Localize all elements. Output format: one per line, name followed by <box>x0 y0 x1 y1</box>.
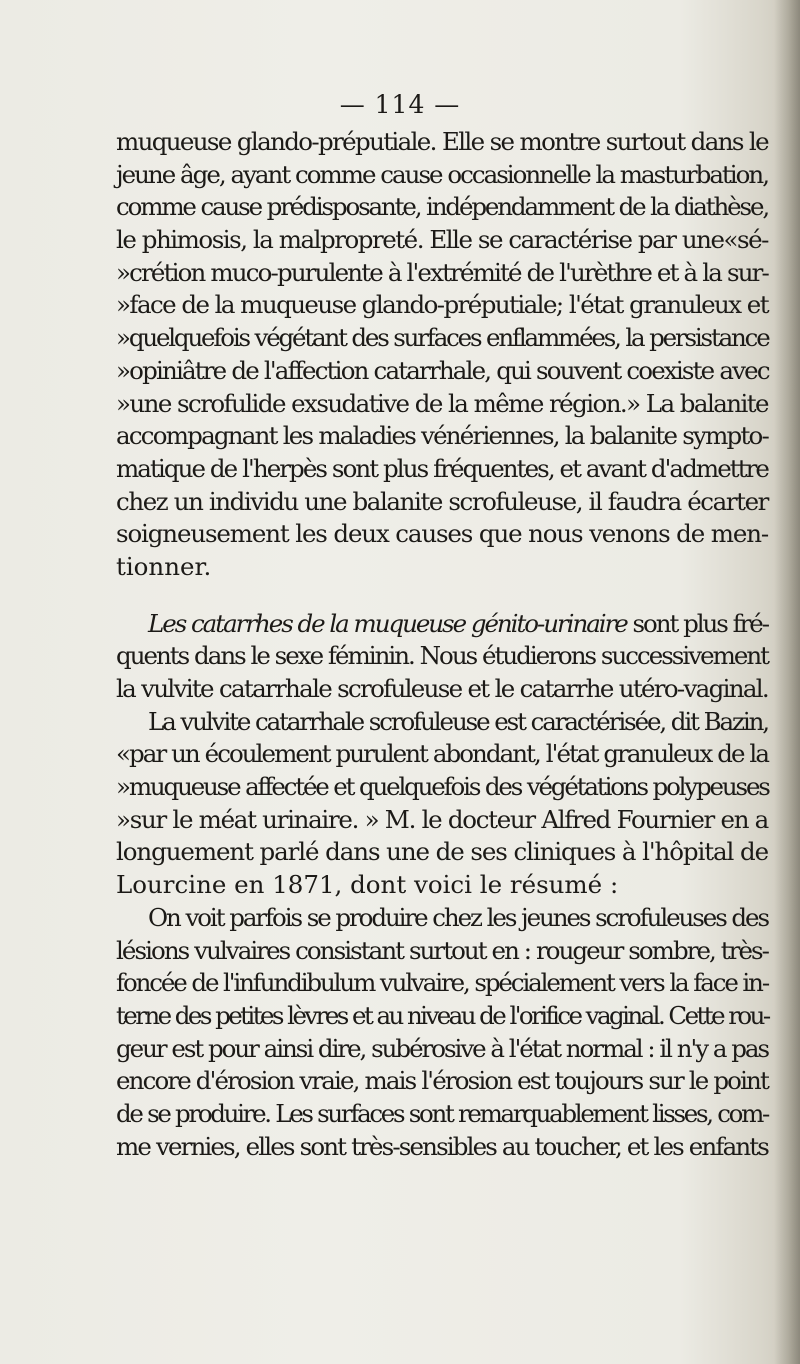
text-line: »face de la muqueuse glando-préputiale; l'état granuleux et <box>116 290 768 320</box>
text-line: encore d'érosion vraie, mais l'érosion est toujours sur le point <box>116 1066 768 1096</box>
paragraph-3 <box>116 706 768 902</box>
text-line: accompagnant les maladies vénériennes, la balanite sympto- <box>116 421 768 451</box>
italic-heading: Les catarrhes de la muqueuse génito-urinaire <box>148 608 627 638</box>
text-line: me vernies, elles sont très-sensibles au toucher, et les enfants <box>116 1131 768 1161</box>
paragraph-4 <box>116 902 768 1164</box>
text-line: Lourcine en 1871, dont voici le résumé : <box>116 870 619 900</box>
text-line: lésions vulvaires consistant surtout en : rougeur sombre, très- <box>116 935 768 965</box>
text-line <box>116 608 768 641</box>
paragraph-1 <box>116 126 768 584</box>
text-line: longuement parlé dans une de ses cliniques à l'hôpital de <box>116 837 768 867</box>
page-number: — 114 — <box>339 90 461 119</box>
text-line: muqueuse glando-préputiale. Elle se montre surtout dans le <box>116 127 768 156</box>
text-line: »muqueuse affectée et quelquefois des végétations polypeuses <box>116 772 769 802</box>
text-line: geur est pour ainsi dire, subérosive à l'état normal : il n'y a pas <box>116 1033 768 1063</box>
text-line: comme cause prédisposante, indépendamment de la diathèse, <box>116 192 768 222</box>
text-line: »quelquefois végétant des surfaces enflammées, la persistance <box>116 323 769 353</box>
text-line: jeune âge, ayant comme cause occasionnelle la masturbation, <box>116 159 768 189</box>
text-line: de se produire. Les surfaces sont remarquablement lisses, com- <box>116 1098 768 1128</box>
text-line: tionner. <box>116 551 212 581</box>
text-line: On voit parfois se produire chez les jeunes scrofuleuses des <box>148 902 768 932</box>
text-line: »une scrofulide exsudative de la même région.» La balanite <box>116 388 768 418</box>
text-run: sont plus fré- <box>626 608 768 638</box>
text-line: »crétion muco-purulente à l'extrémité de l'urèthre et à la sur- <box>116 257 768 287</box>
text-line: quents dans le sexe féminin. Nous étudierons successivement <box>116 641 768 671</box>
text-line: La vulvite catarrhale scrofuleuse est caractérisée, dit Bazin, <box>148 706 768 736</box>
text-line: terne des petites lèvres et au niveau de l'orifice vaginal. Cette rou- <box>116 1000 769 1030</box>
text-line: la vulvite catarrhale scrofuleuse et le catarrhe utéro-vaginal. <box>116 674 768 703</box>
paragraph-gap <box>116 584 768 608</box>
page-edge-shadow <box>774 0 800 1364</box>
text-line: le phimosis, la malpropreté. Elle se caractérise par une«sé- <box>116 225 768 255</box>
text-line: soigneusement les deux causes que nous venons de men- <box>116 519 768 549</box>
text-line: foncée de l'infundibulum vulvaire, spécialement vers la face in- <box>116 968 768 998</box>
text-line: »opiniâtre de l'affection catarrhale, qui souvent coexiste avec <box>116 355 769 385</box>
text-line: chez un individu une balanite scrofuleuse, il faudra écarter <box>116 486 768 516</box>
text-line: »sur le méat urinaire. » M. le docteur Alfred Fournier en a <box>116 804 768 834</box>
body-text <box>116 126 768 1163</box>
text-line: «par un écoulement purulent abondant, l'état granuleux de la <box>116 739 768 769</box>
paragraph-2 <box>116 608 768 706</box>
text-line: matique de l'herpès sont plus fréquentes, et avant d'admettre <box>116 453 768 483</box>
